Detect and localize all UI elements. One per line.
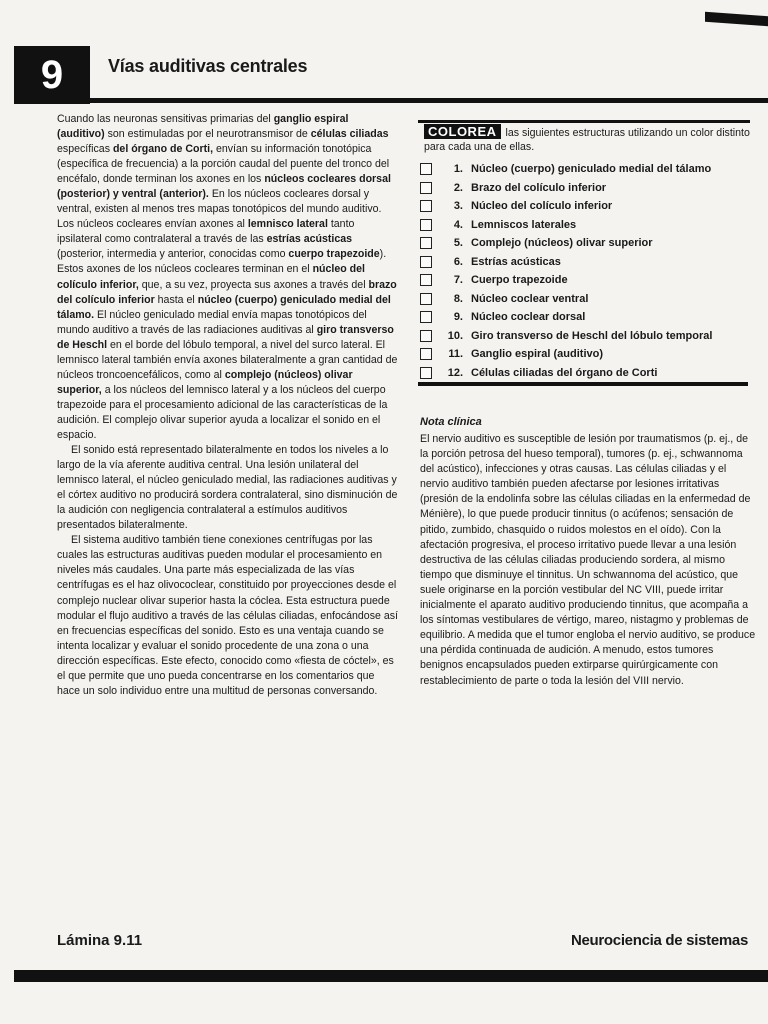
item-label: Complejo (núcleos) olivar superior [471,237,653,250]
item-number: 5. [453,237,463,250]
colorea-text: las siguientes estructuras utilizando un color distinto para cada una de ellas. [424,127,750,153]
colorea-divider [418,120,750,123]
checkbox[interactable] [420,256,432,268]
item-label: Núcleo coclear ventral [471,292,589,305]
bottom-bar [14,970,768,982]
text-run: que, a su vez, proyecta sus axones a través del [138,278,369,291]
chapter-number: 9 [14,46,90,104]
checkbox[interactable] [420,219,432,231]
text-run: Cuando las neuronas sensitivas primarias del [57,113,274,125]
item-label: Núcleo (cuerpo) geniculado medial del tálamo [471,163,712,176]
text-run: son estimuladas por el neurotransmisor de [104,128,311,141]
item-label: Núcleo coclear dorsal [471,311,586,324]
text-run: envían su información tonotópica (específica de frecuencia) a la porción caudal del puente del tronco del encéfalo, donde terminan los axones en los [57,143,390,186]
clinical-note-body [420,432,756,689]
text-run: específicas [57,143,113,156]
item-number: 12. [447,366,463,379]
text-run: hasta el [154,293,198,306]
checklist-item [420,160,760,179]
checkbox[interactable] [420,330,432,342]
checklist-item [420,308,760,327]
paragraph-bilateral: El sonido está representado bilateralmente en todos los niveles a lo largo de la vía aferente auditiva central. Una lesión unilateral del lemnisco lateral, el núcleo geniculado medial, las radiaciones auditivas y el córtex auditivo no producirá sordera contralateral, sino disminución de la audición con negligencia contralateral a estímulos auditivos presentados bilateralmente. [57,444,398,532]
checklist-item [420,234,760,253]
item-label: Estrías acústicas [471,255,561,268]
bold-term: giro transverso de Heschl [57,323,394,351]
bold-term: núcleo del colículo inferior, [57,263,365,291]
bold-term: brazo del colículo inferior [57,278,397,306]
item-label: Núcleo del colículo inferior [471,200,613,213]
bold-term: ganglio espiral (auditivo) [57,113,349,141]
item-label: Cuerpo trapezoide [471,274,568,287]
checklist-item [420,253,760,272]
text-run: ). Estos axones de los núcleos cocleares terminan en el [57,248,387,276]
item-number: 2. [453,181,463,194]
bold-term: cuerpo trapezoide [288,248,380,261]
main-text-column [57,112,399,699]
bold-term: células ciliadas [310,128,389,141]
checklist-item [420,216,760,235]
bold-term: núcleo (cuerpo) geniculado medial del tálamo. [57,293,391,321]
plate-label: Lámina 9.11 [57,932,143,949]
clinical-note-title: Nota clínica [420,416,482,428]
bold-term: del órgano de Corti, [112,143,214,156]
checklist-divider [418,382,748,386]
item-number: 3. [453,200,463,213]
bold-term: complejo (núcleos) olivar superior, [57,368,353,396]
colorea-badge: COLOREA [424,124,501,139]
checklist-item [420,197,760,216]
checkbox[interactable] [420,182,432,194]
item-label: Lemniscos laterales [471,218,577,231]
text-run: a los núcleos del lemnisco lateral y a los núcleos del cuerpo trapezoide para el procesamiento adicional de las características de la audición. El complejo olivar superior ayuda a localizar el sonido en el espacio. [57,383,388,441]
checklist-item [420,364,760,383]
title-divider [90,98,768,103]
checkbox[interactable] [420,200,432,212]
checkbox[interactable] [420,293,432,305]
bold-term: núcleos cocleares dorsal (posterior) y ventral (anterior). [57,173,391,201]
paragraph-intro [57,112,399,443]
checklist-item [420,327,760,346]
checklist-item [420,271,760,290]
structure-checklist [420,160,760,382]
item-number: 6. [453,255,463,268]
checkbox[interactable] [420,367,432,379]
checkbox[interactable] [420,237,432,249]
bold-term: estrías acústicas [266,233,353,246]
item-label: Giro transverso de Heschl del lóbulo temporal [471,329,713,342]
item-number: 10. [447,329,463,342]
text-run: en el borde del lóbulo temporal, a nivel del surco lateral. El lemnisco lateral también envía axones bilateralmente a gran cantidad de núcleos troncoencefálicos, como al [57,338,398,381]
item-label: Brazo del colículo inferior [471,181,607,194]
text-run: En los núcleos cocleares dorsal y ventral, existen al menos tres mapas tonotópicos del mundo auditivo. Los núcleos cocleares envían axones al [57,188,382,231]
checklist-item [420,345,760,364]
text-run: (posterior, intermedia y anterior, conocidas como [57,248,289,261]
item-number: 1. [453,163,463,176]
text-run: El núcleo geniculado medial envía mapas tonotópicos del mundo auditivo a través de las radiaciones auditivas al [57,308,367,336]
item-label: Ganglio espiral (auditivo) [471,348,604,361]
text-run: tanto ipsilateral como contralateral a través de las [57,218,355,246]
checkbox[interactable] [420,274,432,286]
item-number: 4. [453,218,463,231]
colorea-instruction [424,124,754,154]
checkbox[interactable] [420,163,432,175]
checklist-item [420,179,760,198]
item-number: 8. [453,292,463,305]
checklist-item [420,290,760,309]
item-number: 9. [453,311,463,324]
checkbox[interactable] [420,348,432,360]
bold-term: lemnisco lateral [247,218,328,231]
item-number: 7. [453,274,463,287]
section-label: Neurociencia de sistemas [570,932,748,949]
paragraph-centrifugal: El sistema auditivo también tiene conexiones centrífugas por las cuales las estructuras auditivas pueden modular el procesamiento en niveles más caudales. Una parte más especializada de las vías centrífugas es el haz olivococlear, constituido por proyecciones desde el complejo nuclear olivar superior hasta la cóclea. Esta estructura puede modular el flujo auditivo a través de las células ciliadas, enfocándose así en frecuencias específicas del sonido. Esto es una ventaja cuando se intenta localizar y evaluar el sonido procedente de una zona o una dirección específicas. Este efecto, conocido como «fiesta de cóctel», es el que permite que uno pueda concentrarse en los comentarios que hace un solo individuo entre una multitud de personas conversando. [57,534,398,697]
item-number: 11. [448,348,463,361]
top-corner-bar [705,12,768,26]
clinical-note-text: El nervio auditivo es susceptible de lesión por traumatismos (p. ej., de la porción petrosa del hueso temporal), tumores (p. ej., schwannoma del acústico), infecciones y otras causas. Las células ciliadas y el nervio auditivo también pueden afectarse por lesiones irritativas (presión de la endolinfa sobre las células ciliadas en la enfermedad de Ménière), lo que puede producir tinnitus (o acúfenos; sensación de pitido, zumbido, chasquido o ruidos molestos en el oído). Con la afectación progresiva, el proceso irritativo puede llevar a una lesión destructiva de las células ciliadas produciendo sordera, al mismo tiempo que disminuye el tinnitus. Un schwannoma del acústico, que suele originarse en la porción vestibular del NC VIII, puede irritar inicialmente el aparato auditivo produciendo tinnitus, que acompaña a los síntomas vestibulares de vértigo, mareo, nistagmo y problemas de equilibrio. A medida que el tumor engloba el nervio auditivo, se produce una pérdida continuada de audición. A menudo, estos tumores benignos encapsulados pueden extirparse quirúrgicamente con restablecimiento de parte o toda la lesión del VIII nervio. [420,433,756,687]
item-label: Células ciliadas del órgano de Corti [471,366,658,379]
checkbox[interactable] [420,311,432,323]
chapter-title: Vías auditivas centrales [108,56,308,76]
